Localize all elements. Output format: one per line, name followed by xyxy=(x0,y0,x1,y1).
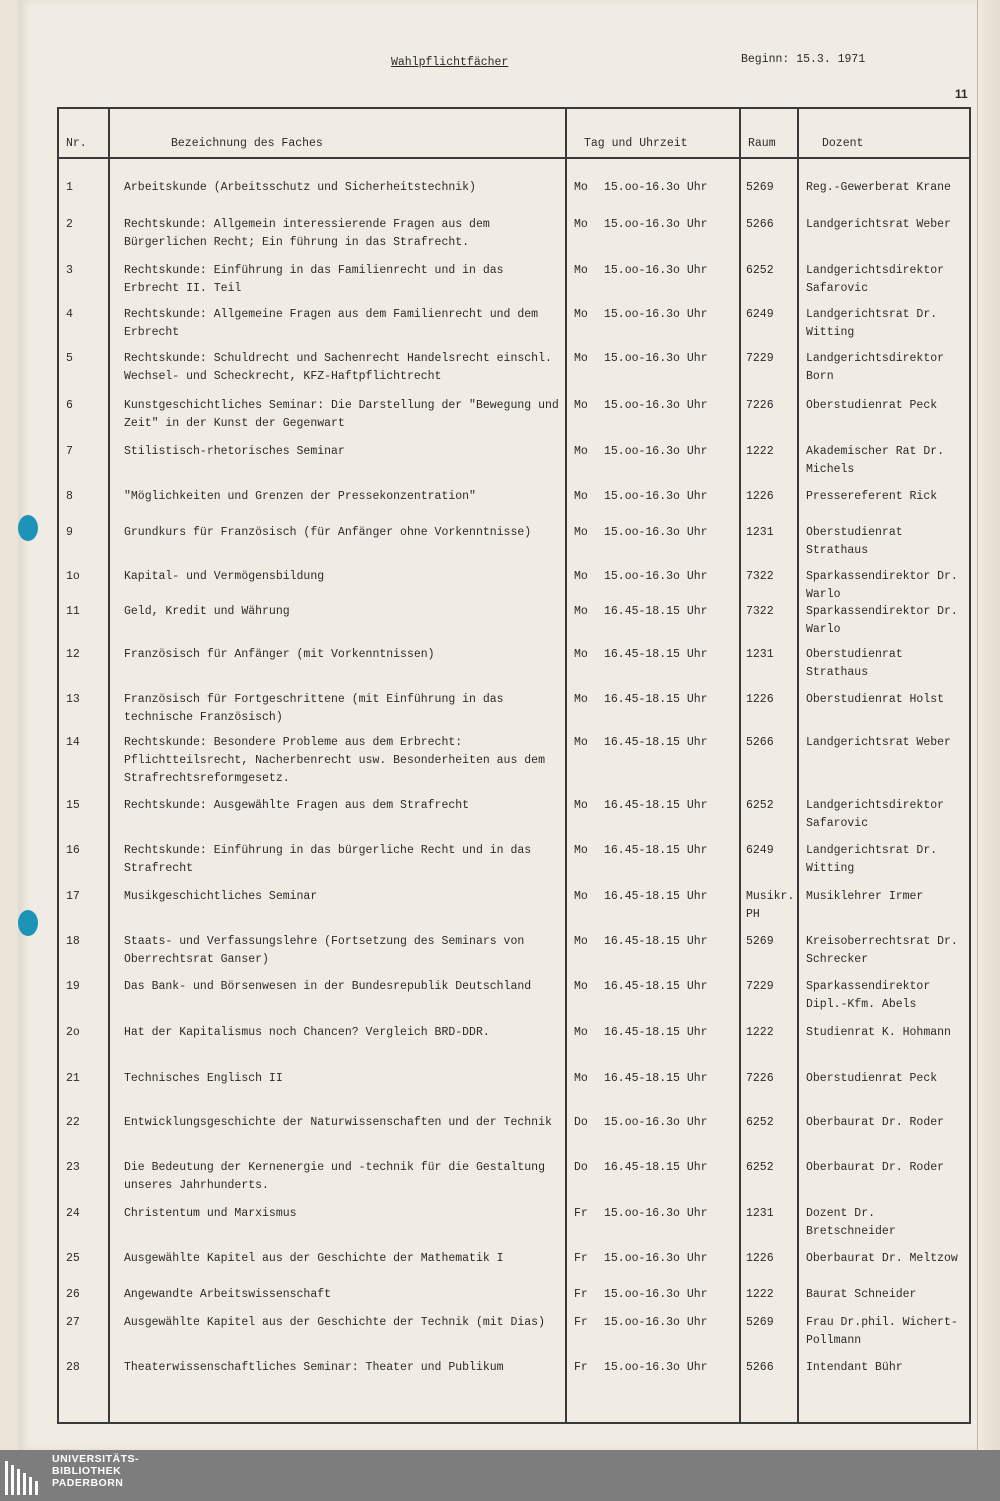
room-cell: 1231 xyxy=(746,1207,774,1220)
row-number: 2o xyxy=(66,1026,80,1039)
day-cell: Mo xyxy=(574,605,588,618)
lecturer-cell: Pressereferent Rick xyxy=(806,490,938,503)
room-cell: 5269 xyxy=(746,935,774,948)
subject-cell: Rechtskunde: Schuldrecht und Sachenrecht Handelsrecht einschl. Wechsel- und Scheckrecht, KFZ-Haftpflichtrecht xyxy=(124,352,552,383)
lecturer-cell: Oberstudienrat Peck xyxy=(806,399,938,412)
subject-cell: Rechtskunde: Einführung in das Familienrecht und in das Erbrecht II. Teil xyxy=(124,264,504,295)
day-cell: Mo xyxy=(574,1072,588,1085)
row-number: 18 xyxy=(66,935,80,948)
day-cell: Mo xyxy=(574,570,588,583)
time-cell: 16.45-18.15 Uhr xyxy=(604,648,708,661)
room-cell: 7229 xyxy=(746,980,774,993)
time-cell: 15.oo-16.3o Uhr xyxy=(604,1288,708,1301)
lecturer-cell: Oberbaurat Dr. Roder xyxy=(806,1116,945,1129)
time-cell: 16.45-18.15 Uhr xyxy=(604,1161,708,1174)
lecturer-cell: Reg.-Gewerberat Krane xyxy=(806,181,951,194)
time-cell: 15.oo-16.3o Uhr xyxy=(604,570,708,583)
subject-cell: Angewandte Arbeitswissenschaft xyxy=(124,1288,332,1301)
day-cell: Mo xyxy=(574,648,588,661)
day-cell: Mo xyxy=(574,890,588,903)
day-cell: Fr xyxy=(574,1207,588,1220)
room-cell: Musikr. PH xyxy=(746,890,795,921)
library-name-line3: PADERBORN xyxy=(52,1477,124,1489)
row-number: 4 xyxy=(66,308,73,321)
row-number: 23 xyxy=(66,1161,80,1174)
document-title: Wahlpflichtfächer xyxy=(391,56,509,69)
day-cell: Mo xyxy=(574,218,588,231)
time-cell: 16.45-18.15 Uhr xyxy=(604,1026,708,1039)
lecturer-cell: Baurat Schneider xyxy=(806,1288,917,1301)
time-cell: 16.45-18.15 Uhr xyxy=(604,799,708,812)
time-cell: 15.oo-16.3o Uhr xyxy=(604,352,708,365)
day-cell: Do xyxy=(574,1116,588,1129)
day-cell: Mo xyxy=(574,736,588,749)
time-cell: 15.oo-16.3o Uhr xyxy=(604,308,708,321)
library-name-line2: BIBLIOTHEK xyxy=(52,1465,122,1477)
lecturer-cell: Oberstudienrat Strathaus xyxy=(806,648,903,679)
room-cell: 5266 xyxy=(746,218,774,231)
time-cell: 15.oo-16.3o Uhr xyxy=(604,445,708,458)
row-number: 27 xyxy=(66,1316,80,1329)
lecturer-cell: Studienrat K. Hohmann xyxy=(806,1026,951,1039)
subject-cell: Stilistisch-rhetorisches Seminar xyxy=(124,445,345,458)
time-cell: 16.45-18.15 Uhr xyxy=(604,844,708,857)
page-edge xyxy=(977,0,1000,1450)
subject-cell: Musikgeschichtliches Seminar xyxy=(124,890,318,903)
day-cell: Mo xyxy=(574,844,588,857)
day-cell: Mo xyxy=(574,181,588,194)
day-cell: Fr xyxy=(574,1316,588,1329)
row-number: 6 xyxy=(66,399,73,412)
room-cell: 7226 xyxy=(746,399,774,412)
row-number: 8 xyxy=(66,490,73,503)
day-cell: Mo xyxy=(574,264,588,277)
room-cell: 6252 xyxy=(746,264,774,277)
room-cell: 6249 xyxy=(746,844,774,857)
time-cell: 15.oo-16.3o Uhr xyxy=(604,181,708,194)
room-cell: 6252 xyxy=(746,1161,774,1174)
day-cell: Fr xyxy=(574,1288,588,1301)
room-cell: 1226 xyxy=(746,1252,774,1265)
header-divider xyxy=(57,157,971,159)
column-header-time: Tag und Uhrzeit xyxy=(584,137,688,150)
room-cell: 5266 xyxy=(746,736,774,749)
room-cell: 1222 xyxy=(746,445,774,458)
row-number: 2 xyxy=(66,218,73,231)
subject-cell: Rechtskunde: Allgemein interessierende Fragen aus dem Bürgerlichen Recht; Ein führung in das Strafrecht. xyxy=(124,218,490,249)
lecturer-cell: Oberstudienrat Holst xyxy=(806,693,945,706)
library-logo-icon xyxy=(3,1455,45,1497)
time-cell: 16.45-18.15 Uhr xyxy=(604,736,708,749)
subject-cell: Das Bank- und Börsenwesen in der Bundesrepublik Deutschland xyxy=(124,980,532,993)
room-cell: 1231 xyxy=(746,648,774,661)
subject-cell: Technisches Englisch II xyxy=(124,1072,283,1085)
row-number: 1 xyxy=(66,181,73,194)
lecturer-cell: Sparkassendirektor Dipl.-Kfm. Abels xyxy=(806,980,931,1011)
row-number: 1o xyxy=(66,570,80,583)
row-number: 15 xyxy=(66,799,80,812)
row-number: 7 xyxy=(66,445,73,458)
day-cell: Do xyxy=(574,1161,588,1174)
lecturer-cell: Frau Dr.phil. Wichert-Pollmann xyxy=(806,1316,958,1347)
subject-cell: Ausgewählte Kapitel aus der Geschichte der Mathematik I xyxy=(124,1252,504,1265)
room-cell: 7229 xyxy=(746,352,774,365)
begin-date: Beginn: 15.3. 1971 xyxy=(741,53,866,66)
row-number: 3 xyxy=(66,264,73,277)
binder-tab-marker xyxy=(18,910,38,936)
lecturer-cell: Intendant Bühr xyxy=(806,1361,903,1374)
room-cell: 5269 xyxy=(746,181,774,194)
day-cell: Mo xyxy=(574,308,588,321)
day-cell: Mo xyxy=(574,526,588,539)
time-cell: 16.45-18.15 Uhr xyxy=(604,890,708,903)
time-cell: 15.oo-16.3o Uhr xyxy=(604,1361,708,1374)
subject-cell: Rechtskunde: Besondere Probleme aus dem Erbrecht: Pflichtteilsrecht, Nacherbenrecht usw. Besonderheiten aus dem Strafrechtsreformgesetz. xyxy=(124,736,545,785)
column-divider xyxy=(565,107,567,1424)
subject-cell: Französisch für Fortgeschrittene (mit Einführung in das technische Französisch) xyxy=(124,693,504,724)
day-cell: Mo xyxy=(574,799,588,812)
room-cell: 6252 xyxy=(746,1116,774,1129)
room-cell: 7322 xyxy=(746,605,774,618)
library-footer xyxy=(0,1450,1000,1501)
column-divider xyxy=(797,107,799,1424)
lecturer-cell: Landgerichtsrat Dr. Witting xyxy=(806,844,938,875)
row-number: 19 xyxy=(66,980,80,993)
subject-cell: Rechtskunde: Allgemeine Fragen aus dem Familienrecht und dem Erbrecht xyxy=(124,308,539,339)
room-cell: 5269 xyxy=(746,1316,774,1329)
time-cell: 15.oo-16.3o Uhr xyxy=(604,1207,708,1220)
row-number: 26 xyxy=(66,1288,80,1301)
lecturer-cell: Landgerichtsdirektor Safarovic xyxy=(806,264,945,295)
time-cell: 15.oo-16.3o Uhr xyxy=(604,218,708,231)
lecturer-cell: Landgerichtsrat Dr. Witting xyxy=(806,308,938,339)
lecturer-cell: Landgerichtsrat Weber xyxy=(806,218,951,231)
lecturer-cell: Akademischer Rat Dr. Michels xyxy=(806,445,945,476)
row-number: 9 xyxy=(66,526,73,539)
time-cell: 16.45-18.15 Uhr xyxy=(604,605,708,618)
row-number: 17 xyxy=(66,890,80,903)
subject-cell: Hat der Kapitalismus noch Chancen? Vergleich BRD-DDR. xyxy=(124,1026,490,1039)
lecturer-cell: Oberstudienrat Strathaus xyxy=(806,526,903,557)
lecturer-cell: Landgerichtsdirektor Safarovic xyxy=(806,799,945,830)
day-cell: Mo xyxy=(574,935,588,948)
binder-tab-marker xyxy=(18,515,38,541)
subject-cell: Staats- und Verfassungslehre (Fortsetzung des Seminars von Oberrechtsrat Ganser) xyxy=(124,935,525,966)
row-number: 16 xyxy=(66,844,80,857)
row-number: 12 xyxy=(66,648,80,661)
day-cell: Fr xyxy=(574,1252,588,1265)
time-cell: 15.oo-16.3o Uhr xyxy=(604,264,708,277)
row-number: 24 xyxy=(66,1207,80,1220)
subject-cell: Theaterwissenschaftliches Seminar: Theater und Publikum xyxy=(124,1361,504,1374)
day-cell: Fr xyxy=(574,1361,588,1374)
column-header-subject: Bezeichnung des Faches xyxy=(171,137,323,150)
subject-cell: Kunstgeschichtliches Seminar: Die Darstellung der "Bewegung und Zeit" in der Kunst der Gegenwart xyxy=(124,399,559,430)
subject-cell: Entwicklungsgeschichte der Naturwissenschaften und der Technik xyxy=(124,1116,552,1129)
room-cell: 7226 xyxy=(746,1072,774,1085)
room-cell: 1222 xyxy=(746,1288,774,1301)
subject-cell: Ausgewählte Kapitel aus der Geschichte der Technik (mit Dias) xyxy=(124,1316,545,1329)
time-cell: 15.oo-16.3o Uhr xyxy=(604,526,708,539)
time-cell: 15.oo-16.3o Uhr xyxy=(604,1252,708,1265)
day-cell: Mo xyxy=(574,980,588,993)
day-cell: Mo xyxy=(574,1026,588,1039)
page-number: 11 xyxy=(955,87,968,101)
subject-cell: Grundkurs für Französisch (für Anfänger ohne Vorkenntnisse) xyxy=(124,526,532,539)
column-divider xyxy=(739,107,741,1424)
subject-cell: Rechtskunde: Einführung in das bürgerliche Recht und in das Strafrecht xyxy=(124,844,532,875)
lecturer-cell: Landgerichtsrat Weber xyxy=(806,736,951,749)
row-number: 11 xyxy=(66,605,80,618)
time-cell: 15.oo-16.3o Uhr xyxy=(604,1116,708,1129)
lecturer-cell: Oberstudienrat Peck xyxy=(806,1072,938,1085)
row-number: 22 xyxy=(66,1116,80,1129)
time-cell: 15.oo-16.3o Uhr xyxy=(604,399,708,412)
room-cell: 1231 xyxy=(746,526,774,539)
row-number: 28 xyxy=(66,1361,80,1374)
lecturer-cell: Oberbaurat Dr. Roder xyxy=(806,1161,945,1174)
lecturer-cell: Oberbaurat Dr. Meltzow xyxy=(806,1252,958,1265)
column-header-lecturer: Dozent xyxy=(822,137,864,150)
subject-cell: Kapital- und Vermögensbildung xyxy=(124,570,325,583)
time-cell: 15.oo-16.3o Uhr xyxy=(604,1316,708,1329)
day-cell: Mo xyxy=(574,490,588,503)
lecturer-cell: Sparkassendirektor Dr. Warlo xyxy=(806,605,958,636)
lecturer-cell: Kreisoberrechtsrat Dr. Schrecker xyxy=(806,935,958,966)
column-header-nr: Nr. xyxy=(66,137,87,150)
lecturer-cell: Dozent Dr. Bretschneider xyxy=(806,1207,896,1238)
time-cell: 16.45-18.15 Uhr xyxy=(604,1072,708,1085)
time-cell: 16.45-18.15 Uhr xyxy=(604,693,708,706)
day-cell: Mo xyxy=(574,693,588,706)
row-number: 21 xyxy=(66,1072,80,1085)
library-name-line1: UNIVERSITÄTS- xyxy=(52,1453,140,1465)
subject-cell: Christentum und Marxismus xyxy=(124,1207,297,1220)
row-number: 5 xyxy=(66,352,73,365)
subject-cell: "Möglichkeiten und Grenzen der Pressekonzentration" xyxy=(124,490,476,503)
subject-cell: Die Bedeutung der Kernenergie und -technik für die Gestaltung unseres Jahrhunderts. xyxy=(124,1161,545,1192)
column-divider xyxy=(108,107,110,1424)
time-cell: 15.oo-16.3o Uhr xyxy=(604,490,708,503)
lecturer-cell: Musiklehrer Irmer xyxy=(806,890,924,903)
column-header-room: Raum xyxy=(748,137,776,150)
row-number: 25 xyxy=(66,1252,80,1265)
day-cell: Mo xyxy=(574,399,588,412)
day-cell: Mo xyxy=(574,445,588,458)
room-cell: 1226 xyxy=(746,490,774,503)
row-number: 13 xyxy=(66,693,80,706)
day-cell: Mo xyxy=(574,352,588,365)
room-cell: 6249 xyxy=(746,308,774,321)
subject-cell: Arbeitskunde (Arbeitsschutz und Sicherheitstechnik) xyxy=(124,181,476,194)
subject-cell: Geld, Kredit und Währung xyxy=(124,605,290,618)
lecturer-cell: Landgerichtsdirektor Born xyxy=(806,352,945,383)
lecturer-cell: Sparkassendirektor Dr. Warlo xyxy=(806,570,958,601)
room-cell: 1222 xyxy=(746,1026,774,1039)
room-cell: 7322 xyxy=(746,570,774,583)
subject-cell: Rechtskunde: Ausgewählte Fragen aus dem Strafrecht xyxy=(124,799,470,812)
time-cell: 16.45-18.15 Uhr xyxy=(604,935,708,948)
room-cell: 6252 xyxy=(746,799,774,812)
time-cell: 16.45-18.15 Uhr xyxy=(604,980,708,993)
room-cell: 1226 xyxy=(746,693,774,706)
row-number: 14 xyxy=(66,736,80,749)
subject-cell: Französisch für Anfänger (mit Vorkenntnissen) xyxy=(124,648,435,661)
room-cell: 5266 xyxy=(746,1361,774,1374)
